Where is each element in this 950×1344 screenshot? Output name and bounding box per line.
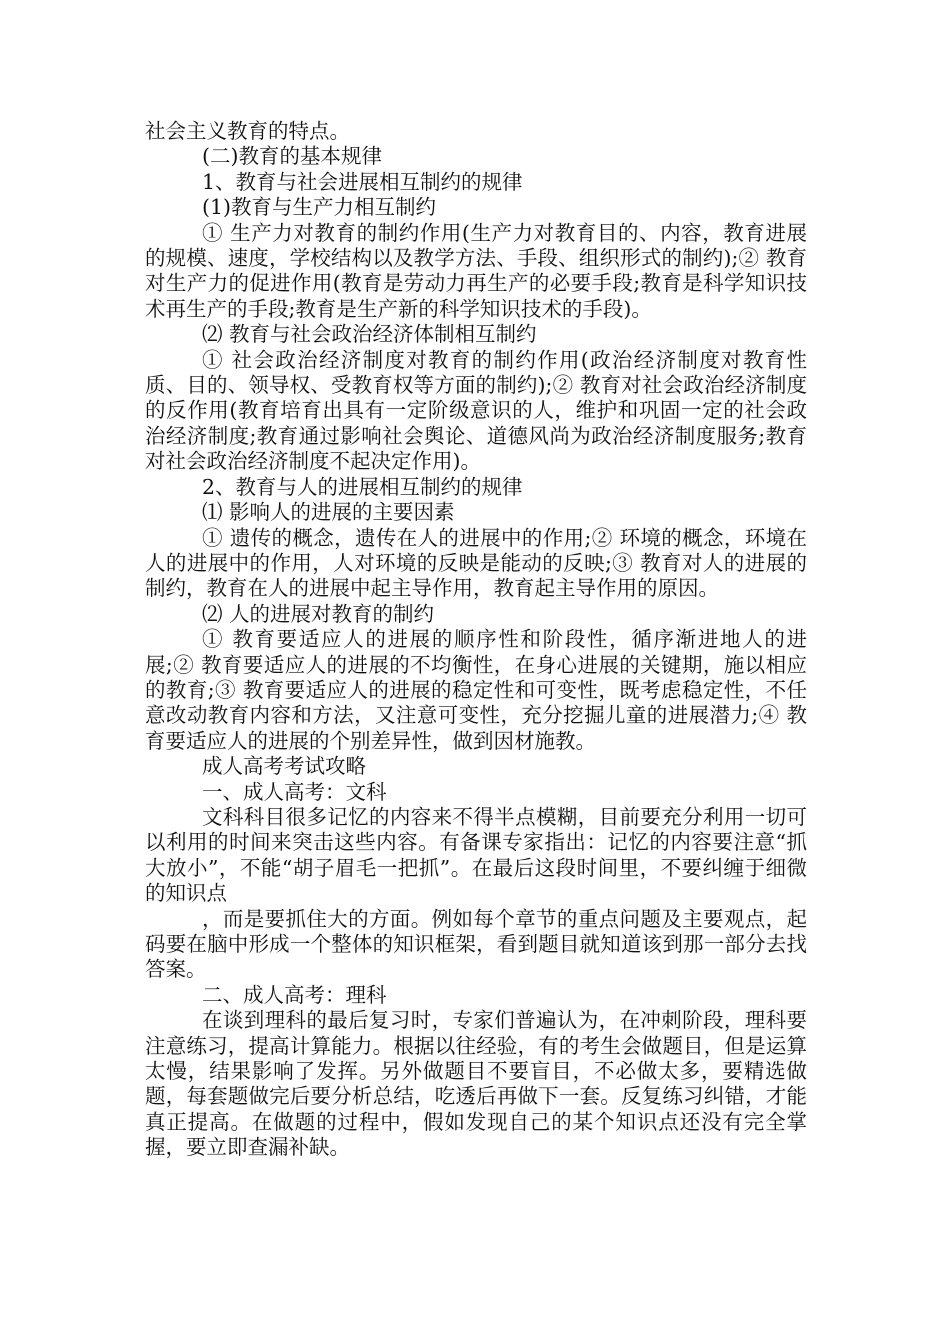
document-body — [145, 119, 807, 1161]
subsection-heading: 2、教育与人的进展相互制约的规律 — [202, 474, 523, 499]
paragraph: ，而是要抓住大的方面。例如每个章节的重点问题及主要观点，起码要在脑中形成一个整体的知识框架，看到题目就知道该到那一部分去找答案。 — [145, 906, 807, 982]
subsection-heading: 1、教育与社会进展相互制约的规律 — [202, 169, 523, 194]
paragraph: 在谈到理科的最后复习时，专家们普遍认为，在冲刺阶段，理科要注意练习，提高计算能力。根据以往经验，有的考生会做题目，但是运算太慢，结果影响了发挥。另外做题目不要盲目，不必做太多，要精选做题，每套题做完后要分析总结，吃透后再做下一套。反复练习纠错，才能真正提高。在做题的过程中，假如发现自己的某个知识点还没有完全掌握，要立即查漏补缺。 — [145, 1008, 807, 1160]
section-heading: (二)教育的基本规律 — [202, 144, 382, 169]
paragraph: ① 教育要适应人的进展的顺序性和阶段性，循序渐进地人的进展;② 教育要适应人的进展的不均衡性，在身心进展的关键期，施以相应的教育;③ 教育要适应人的进展的稳定性和可变性，既考虑稳定性，不任意改动教育内容和方法，又注意可变性，充分挖掘儿童的进展潜力;④ 教育要适应人的进展的个别差异性，做到因材施教。 — [145, 627, 807, 753]
section-heading: 成人高考考试攻略 — [202, 754, 366, 779]
item-heading: (1)教育与生产力相互制约 — [202, 195, 437, 220]
subsection-heading: 二、成人高考：理科 — [202, 982, 387, 1007]
paragraph: ① 遗传的概念，遗传在人的进展中的作用;② 环境的概念，环境在人的进展中的作用，人对环境的反映是能动的反映;③ 教育对人的进展的制约，教育在人的进展中起主导作用，教育起主导作用的原因。 — [145, 525, 807, 601]
item-heading: ⑴ 影响人的进展的主要因素 — [202, 500, 455, 525]
paragraph: 文科科目很多记忆的内容来不得半点模糊，目前要充分利用一切可以利用的时间来突击这些内容。有备课专家指出：记忆的内容要注意“抓大放小”，不能“胡子眉毛一把抓”。在最后这段时间里，不要纠缠于细微的知识点 — [145, 804, 807, 906]
paragraph: 社会主义教育的特点。 — [145, 119, 350, 143]
paragraph: ① 社会政治经济制度对教育的制约作用(政治经济制度对教育性质、目的、领导权、受教育权等方面的制约);② 教育对社会政治经济制度的反作用(教育培育出具有一定阶级意识的人，维护和巩固一定的社会政治经济制度;教育通过影响社会舆论、道德风尚为政治经济制度服务;教育对社会政治经济制度不起决定作用)。 — [145, 347, 807, 474]
item-heading: ⑵ 教育与社会政治经济体制相互制约 — [202, 322, 537, 347]
item-heading: ⑵ 人的进展对教育的制约 — [202, 601, 435, 626]
paragraph: ① 生产力对教育的制约作用(生产力对教育目的、内容，教育进展的规模、速度，学校结构以及教学方法、手段、组织形式的制约);② 教育对生产力的促进作用(教育是劳动力再生产的必要手段;教育是科学知识技术再生产的手段;教育是生产新的科学知识技术的手段)。 — [145, 220, 807, 321]
subsection-heading: 一、成人高考：文科 — [202, 779, 387, 804]
